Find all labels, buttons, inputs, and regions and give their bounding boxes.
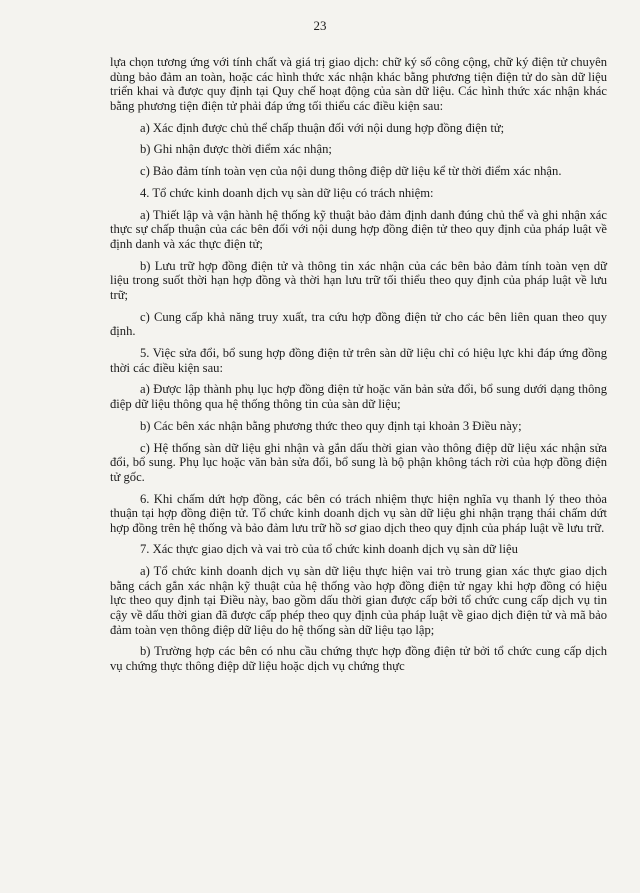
- paragraph: a) Được lập thành phụ lục hợp đồng điện tử hoặc văn bản sửa đổi, bổ sung dưới dạng thông điệp dữ liệu thông qua hệ thống thông tin của sàn dữ liệu;: [110, 382, 607, 411]
- paragraph: b) Ghi nhận được thời điểm xác nhận;: [140, 142, 332, 157]
- paragraph: c) Cung cấp khả năng truy xuất, tra cứu hợp đồng điện tử cho các bên liên quan theo quy định.: [110, 309, 607, 339]
- paragraph: b) Lưu trữ hợp đồng điện tử và thông tin xác nhận của các bên bảo đảm tính toàn vẹn dữ liệu trong suốt thời hạn hợp đồng và thời hạn lưu trữ tối thiểu theo quy định của pháp luật về lưu trữ;: [110, 258, 607, 302]
- page-number: 23: [313, 18, 327, 33]
- paragraph: a) Xác định được chủ thể chấp thuận đối với nội dung hợp đồng điện tử;: [140, 120, 505, 135]
- paragraph: c) Bảo đảm tính toàn vẹn của nội dung thông điệp dữ liệu kể từ thời điểm xác nhận.: [140, 164, 562, 179]
- paragraph-continuation: lựa chọn tương ứng với tính chất và giá trị giao dịch: chữ ký số công cộng, chữ ký điện tử chuyên dùng bảo đảm an toàn, hoặc các hình thức xác nhận khác bằng phương tiện điện tử do sàn dữ liệu triển khai và được quy định tại Quy chế hoạt động của sàn dữ liệu. Các hình thức xác nhận khác bằng phương tiện điện tử phải đáp ứng tối thiểu các điều kiện sau:: [110, 55, 607, 113]
- document-body: [110, 55, 607, 681]
- paragraph: c) Hệ thống sàn dữ liệu ghi nhận và gắn dấu thời gian vào thông điệp dữ liệu xác nhận sửa đổi, bổ sung. Phụ lục hoặc văn bản sửa đổi, bổ sung là bộ phận không tách rời của hợp đồng điện tử gốc.: [110, 440, 607, 484]
- clause-heading: 5. Việc sửa đổi, bổ sung hợp đồng điện tử trên sàn dữ liệu chỉ có hiệu lực khi đáp ứng đồng thời các điều kiện sau:: [110, 346, 607, 375]
- paragraph: b) Các bên xác nhận bằng phương thức theo quy định tại khoản 3 Điều này;: [140, 418, 522, 433]
- paragraph: a) Tổ chức kinh doanh dịch vụ sàn dữ liệu thực hiện vai trò trung gian xác thực giao dịch bằng cách gắn xác nhận kỹ thuật của hệ thống vào hợp đồng điện tử ngay khi hợp đồng có hiệu lực theo quy định tại Điều này, bao gồm dấu thời gian được cấp bởi tổ chức cung cấp dịch vụ tin cậy về dấu thời gian đã được cấp phép theo quy định của pháp luật về giao dịch điện tử và mã bảo đảm toàn vẹn thông điệp dữ liệu do hệ thống sàn dữ liệu tạo lập;: [110, 564, 607, 637]
- clause-heading: 6. Khi chấm dứt hợp đồng, các bên có trách nhiệm thực hiện nghĩa vụ thanh lý theo thỏa thuận tại hợp đồng điện tử. Tổ chức kinh doanh dịch vụ sàn dữ liệu ghi nhận trạng thái chấm dứt hợp đồng trên hệ thống và bảo đảm lưu trữ hồ sơ giao dịch theo quy định của pháp luật về lưu trữ.: [110, 491, 607, 535]
- clause-heading: 7. Xác thực giao dịch và vai trò của tổ chức kinh doanh dịch vụ sàn dữ liệu: [140, 542, 518, 557]
- paragraph: a) Thiết lập và vận hành hệ thống kỹ thuật bảo đảm định danh đúng chủ thể và ghi nhận xác thực sự chấp thuận của các bên đối với nội dung hợp đồng điện tử theo quy định của pháp luật về định danh và xác thực điện tử;: [110, 207, 607, 251]
- paragraph: b) Trường hợp các bên có nhu cầu chứng thực hợp đồng điện tử bởi tổ chức cung cấp dịch vụ chứng thực thông điệp dữ liệu hoặc dịch vụ chứng thực: [110, 644, 607, 673]
- clause-heading: 4. Tổ chức kinh doanh dịch vụ sàn dữ liệu có trách nhiệm:: [140, 185, 434, 200]
